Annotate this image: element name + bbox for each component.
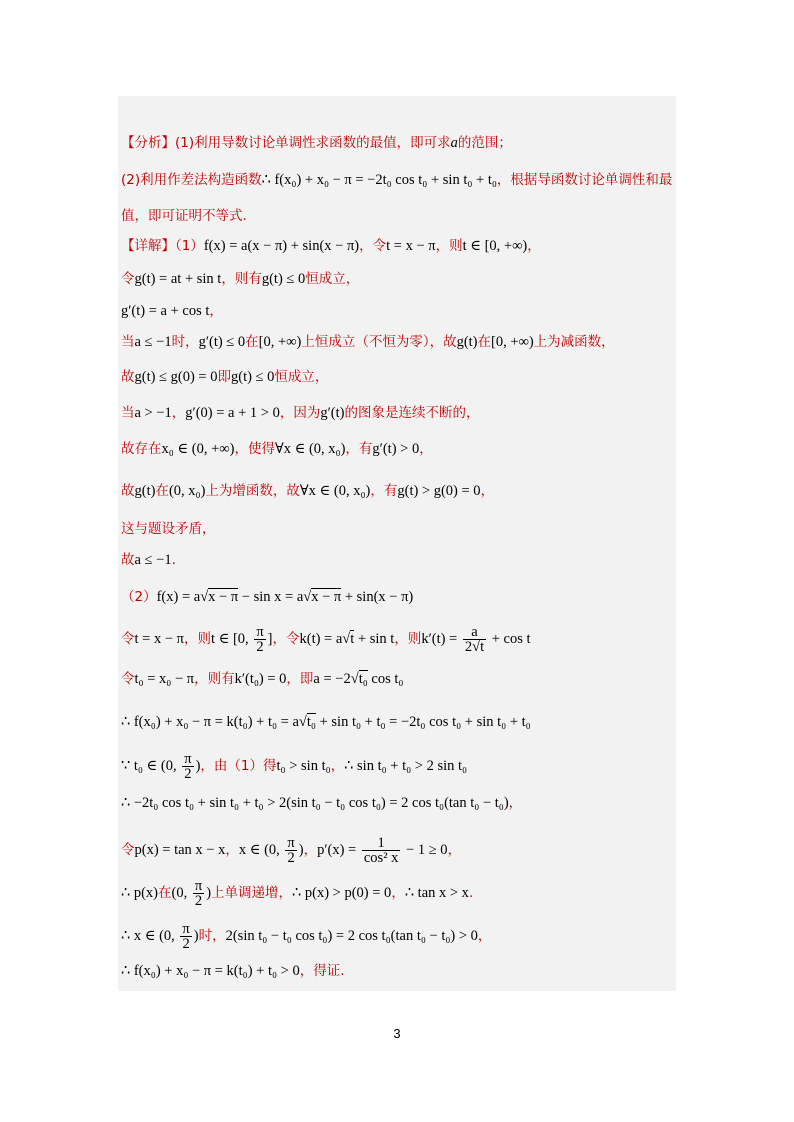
- fraction: $\frac{\pi}{2}$: [184, 751, 192, 782]
- detail-line-4: 当a ≤ −1时，g′(t) ≤ 0在[0, +∞)上恒成立（不恒为零），故g(t)在[0, +∞)上为减函数，: [121, 334, 615, 350]
- fraction: $\frac{\pi}{2}$: [287, 835, 295, 866]
- detail-line-3: g′(t) = a + cos t，: [121, 303, 223, 319]
- fraction: $\frac{\pi}{2}$: [182, 921, 190, 952]
- detail-line-6: 当a > −1，g′(0) = a + 1 > 0，因为g′(t)的图象是连续不断的，: [121, 405, 480, 421]
- detail-line-1: 【详解】（1）f(x) = a(x − π) + sin(x − π)，令t = x − π，则t ∈ [0, +∞)，: [121, 238, 541, 254]
- fraction: $\frac{a}{2√t}$: [464, 624, 485, 655]
- detail-line-5: 故g(t) ≤ g(0) = 0即g(t) ≤ 0恒成立，: [121, 369, 329, 385]
- detail-line-10: 故a ≤ −1.: [121, 552, 176, 568]
- fraction: $\frac{\pi}{2}$: [256, 624, 264, 655]
- detail-line-20: ∴ f(x₀) + x₀ − π = k(t₀) + t₀ > 0，得证.: [121, 963, 345, 979]
- detail-line-7: 故存在x₀ ∈ (0, +∞)，使得∀x ∈ (0, x₀)，有g′(t) > 0，: [121, 441, 433, 457]
- fraction: $\frac{1}{\text{cos² x}}$: [363, 835, 399, 866]
- detail-label: 【详解】: [121, 238, 175, 254]
- analysis-label: 【分析】: [121, 135, 175, 151]
- analysis-line-3: 值，即可证明不等式.: [121, 208, 247, 224]
- detail-line-16: ∴ −2t₀ cos t₀ + sin t₀ + t₀ > 2(sin t₀ − t₀ cos t₀) = 2 cos t₀(tan t₀ − t₀)，: [121, 795, 523, 811]
- detail-line-15: ∵ t₀ ∈ (0, $\frac{\pi}{2}$ )，由（1）得t₀ > sin t₀，∴ sin t₀ + t₀ > 2 sin t₀: [121, 751, 468, 782]
- detail-line-13: 令t₀ = x₀ − π，则有k′(t₀) = 0，即a = −2√t₀ cos t₀: [121, 671, 404, 687]
- detail-line-12: 令t = x − π，则t ∈ [0, $\frac{\pi}{2}$ ]，令k(t) = a√t + sin t，则k′(t) = $\frac{a}{2√t}$ + cos t: [121, 624, 531, 655]
- analysis-line-2: (2)利用作差法构造函数∴ f(x₀) + x₀ − π = −2t₀ cos t₀ + sin t₀ + t₀，根据导函数讨论单调性和最: [121, 172, 673, 188]
- detail-line-14: ∴ f(x₀) + x₀ − π = k(t₀) + t₀ = a√t₀ + sin t₀ + t₀ = −2t₀ cos t₀ + sin t₀ + t₀: [121, 714, 531, 730]
- analysis-line-1: 【分析】(1)利用导数讨论单调性求函数的最值，即可求a的范围；: [121, 135, 512, 151]
- detail-line-19: ∴ x ∈ (0, $\frac{\pi}{2}$ )时，2(sin t₀ − t₀ cos t₀) = 2 cos t₀(tan t₀ − t₀) > 0，: [121, 921, 492, 952]
- detail-line-11: （2）f(x) = a√x − π − sin x = a√x − π + sin(x − π): [121, 589, 414, 605]
- fraction: $\frac{\pi}{2}$: [194, 878, 203, 909]
- detail-line-9: 这与题设矛盾，: [121, 521, 216, 537]
- page-number: 3: [393, 1026, 401, 1041]
- detail-line-18: ∴ p(x)在(0, $\frac{\pi}{2}$ )上单调递增，∴ p(x) > p(0) = 0，∴ tan x > x.: [121, 878, 474, 909]
- detail-line-2: 令g(t) = at + sin t，则有g(t) ≤ 0恒成立，: [121, 271, 360, 287]
- detail-line-8: 故g(t)在(0, x₀)上为增函数，故∀x ∈ (0, x₀)，有g(t) > g(0) = 0，: [121, 483, 495, 499]
- detail-line-17: 令p(x) = tan x − x，x ∈ (0, $\frac{\pi}{2}$ )，p′(x) = $\frac{1}{\text{cos² x}}$ − 1 ≥ 0，: [121, 835, 462, 866]
